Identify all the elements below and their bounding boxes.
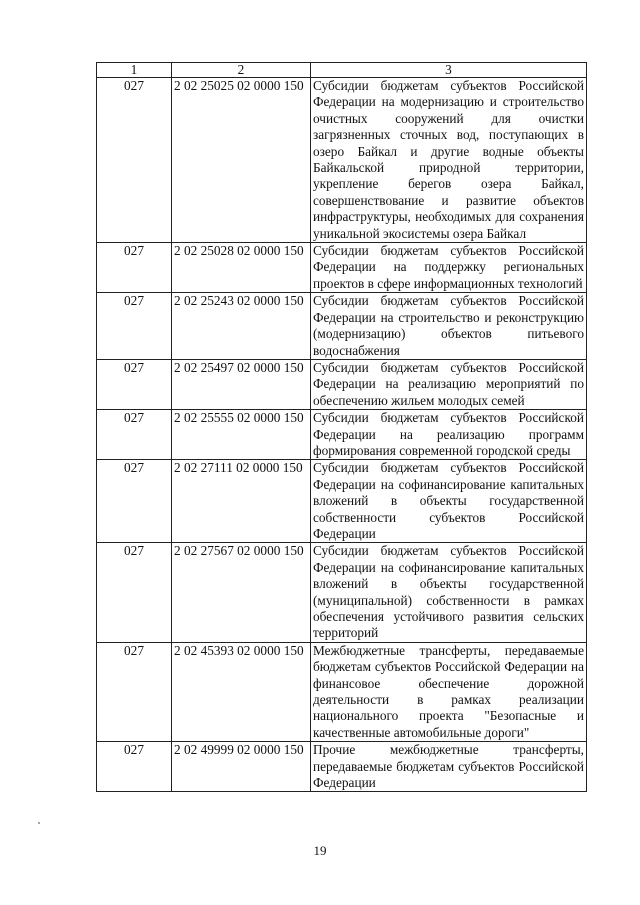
budget-code-cell: 2 02 25028 02 0000 150 (172, 243, 311, 293)
table-row (97, 78, 587, 243)
description-cell: Субсидии бюджетам субъектов Российской Федерации на софинансирование капитальных вложений в объекты государственной собственности субъектов Российской Федерации (311, 460, 587, 543)
admin-code-cell: 027 (97, 642, 172, 741)
budget-code-cell: 2 02 49999 02 0000 150 (172, 742, 311, 792)
table-row (97, 293, 587, 360)
budget-code-cell: 2 02 27111 02 0000 150 (172, 460, 311, 543)
admin-code-cell: 027 (97, 460, 172, 543)
column-header-2: 2 (172, 63, 311, 78)
budget-code-cell: 2 02 27567 02 0000 150 (172, 543, 311, 642)
description-cell: Субсидии бюджетам субъектов Российской Федерации на софинансирование капитальных вложений в объекты государственной (муниципальной) собственности в рамках обеспечения устойчивого развития сельских территорий (311, 543, 587, 642)
admin-code-cell: 027 (97, 78, 172, 243)
budget-code-cell: 2 02 45393 02 0000 150 (172, 642, 311, 741)
table-row (97, 243, 587, 293)
budget-code-cell: 2 02 25555 02 0000 150 (172, 410, 311, 460)
description-cell: Субсидии бюджетам субъектов Российской Федерации на поддержку региональных проектов в сфере информационных технологий (311, 243, 587, 293)
page-number: 19 (313, 843, 327, 858)
description-cell: Субсидии бюджетам субъектов Российской Федерации на строительство и реконструкцию (модернизацию) объектов питьевого водоснабжения (311, 293, 587, 360)
table-row (97, 742, 587, 792)
budget-code-cell: 2 02 25025 02 0000 150 (172, 78, 311, 243)
table-row (97, 642, 587, 741)
column-header-3: 3 (311, 63, 587, 78)
budget-classification-table (96, 62, 587, 792)
table-row (97, 543, 587, 642)
description-cell: Субсидии бюджетам субъектов Российской Федерации на модернизацию и строительство очистных сооружений для очистки загрязненных сточных вод, поступающих в озеро Байкал и другие водные объекты Байкальской природной территории, укрепление берегов озера Байкал, совершенствование и развитие объектов инфраструктуры, необходимых для сохранения уникальной экосистемы озера Байкал (311, 78, 587, 243)
description-cell: Межбюджетные трансферты, передаваемые бюджетам субъектов Российской Федерации на финансовое обеспечение дорожной деятельности в рамках реализации национального проекта "Безопасные и качественные автомобильные дороги" (311, 642, 587, 741)
description-cell: Субсидии бюджетам субъектов Российской Федерации на реализацию программ формирования современной городской среды (311, 410, 587, 460)
table-row (97, 359, 587, 409)
description-cell: Прочие межбюджетные трансферты, передаваемые бюджетам субъектов Российской Федерации (311, 742, 587, 792)
admin-code-cell: 027 (97, 243, 172, 293)
budget-code-cell: 2 02 25497 02 0000 150 (172, 359, 311, 409)
table-row (97, 460, 587, 543)
admin-code-cell: 027 (97, 742, 172, 792)
budget-code-cell: 2 02 25243 02 0000 150 (172, 293, 311, 360)
admin-code-cell: 027 (97, 410, 172, 460)
admin-code-cell: 027 (97, 293, 172, 360)
admin-code-cell: 027 (97, 543, 172, 642)
column-header-1: 1 (97, 63, 172, 78)
scan-speck (38, 822, 40, 824)
admin-code-cell: 027 (97, 359, 172, 409)
table-row (97, 410, 587, 460)
table-header-row (97, 63, 587, 78)
description-cell: Субсидии бюджетам субъектов Российской Федерации на реализацию мероприятий по обеспечению жильем молодых семей (311, 359, 587, 409)
